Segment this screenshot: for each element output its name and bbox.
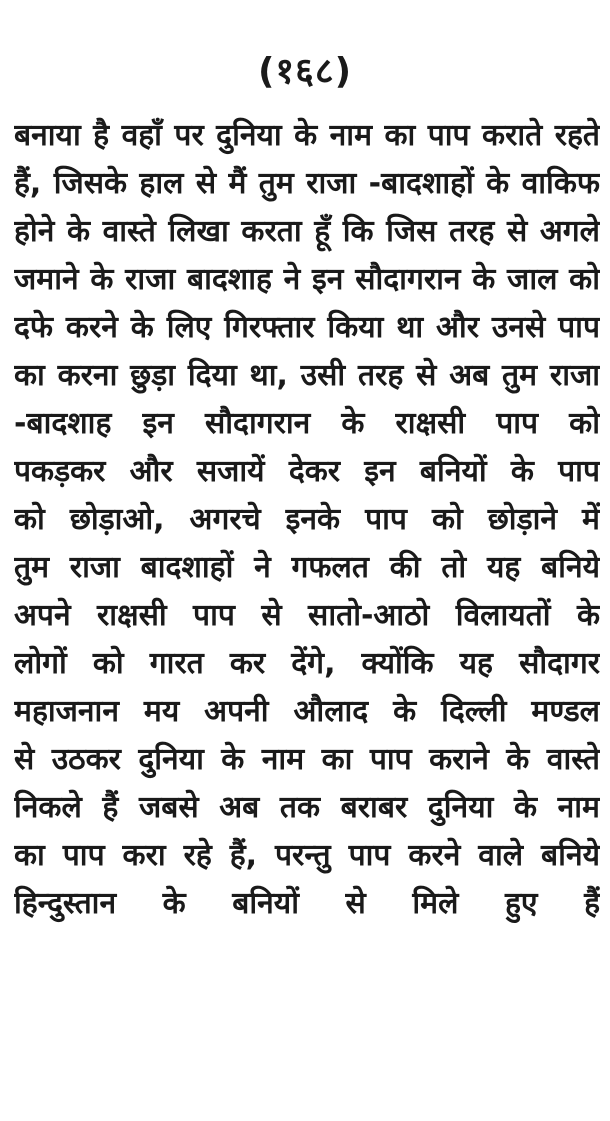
text-line: हैं, जिसके हाल से मैं तुम राजा -बादशाहों के वाकिफ [14,166,600,201]
text-line: पकड़कर और सजायें देकर इन बनियों के पाप [14,454,600,489]
text-line: हिन्दुस्तान के बनियों से मिले हुए हैं [14,886,600,921]
text-line: का पाप करा रहे हैं, परन्तु पाप करने वाले बनिये [14,838,600,873]
text-line: महाजनान मय अपनी औलाद के दिल्ली मण्डल [14,694,600,729]
text-line: निकले हैं जबसे अब तक बराबर दुनिया के नाम [14,790,600,825]
text-line: तुम राजा बादशाहों ने गफलत की तो यह बनिये [14,550,600,585]
text-line: बनाया है वहाँ पर दुनिया के नाम का पाप कराते रहते [14,118,600,153]
text-line: जमाने के राजा बादशाह ने इन सौदागरान के जाल को [14,262,600,297]
text-line: दफे करने के लिए गिरफ्तार किया था और उनसे पाप [14,310,600,345]
body-text [14,112,600,928]
text-line: अपने राक्षसी पाप से सातो-आठो विलायतों के [14,598,600,633]
text-line: से उठकर दुनिया के नाम का पाप कराने के वास्ते [14,742,600,777]
page-number: (१६८) [257,51,353,92]
text-line: लोगों को गारत कर देंगे, क्योंकि यह सौदागर [14,646,600,681]
text-line: को छोड़ाओ, अगरचे इनके पाप को छोड़ाने में [14,502,600,537]
text-line: का करना छुड़ा दिया था, उसी तरह से अब तुम राजा [14,358,600,393]
text-line: -बादशाह इन सौदागरान के राक्षसी पाप को [14,406,600,441]
text-line: होने के वास्ते लिखा करता हूँ कि जिस तरह से अगले [14,214,600,249]
